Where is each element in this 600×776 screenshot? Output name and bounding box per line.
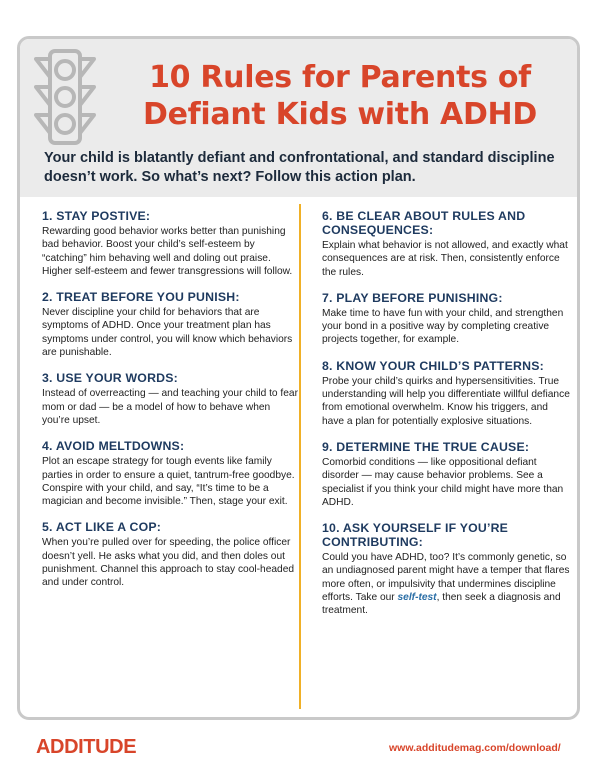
rule-5: [42, 520, 298, 589]
rule-body: [322, 551, 572, 617]
intro-text: Your child is blatantly defiant and confrontational, and standard discipline doesn’t work. So what’s next? Follow this action plan.: [44, 150, 555, 185]
rule-8: [322, 359, 572, 428]
rule-heading: 5. ACT LIKE A COP:: [42, 520, 162, 535]
rule-body-part: , then seek a diagnosis and treatment.: [322, 592, 561, 617]
rule-4: [42, 439, 298, 508]
rule-heading: 4. AVOID MELTDOWNS:: [42, 439, 185, 454]
rule-heading: 7. PLAY BEFORE PUNISHING:: [322, 290, 503, 305]
rule-body: Probe your child’s quirks and hypersensitivities. True understanding will help you differentiate willful defiance from emotional overwhelm. Know his triggers, and have a plan for potentially explosive situations.: [322, 375, 570, 427]
title-line-2: Defiant Kids with ADHD: [143, 97, 537, 132]
rule-6: [322, 209, 572, 279]
rule-body: When you’re pulled over for speeding, the police officer doesn’t yell. He asks what you did, and then doles out punishment. Channel this approach to stay cool-headed and under control.: [42, 537, 295, 589]
rule-heading: 2. TREAT BEFORE YOU PUNISH:: [42, 290, 240, 305]
column-divider: [299, 204, 301, 709]
page-title: [110, 59, 570, 133]
rule-7: [322, 291, 572, 347]
rule-3: [42, 371, 298, 427]
additude-logo: ADDITUDE: [36, 736, 137, 758]
rule-heading: 10. ASK YOURSELF IF YOU’RE CONTRIBUTING:: [322, 521, 509, 550]
rule-body-part: Could you have ADHD, too? It’s commonly genetic, so an undiagnosed parent might have a temper that flares more often, or impulsivity that undermines discipline efforts. Take our: [322, 552, 570, 604]
rule-heading: 9. DETERMINE THE TRUE CAUSE:: [322, 439, 530, 454]
rule-body: Instead of overreacting — and teaching your child to fear mom or dad — be a model of how to behave when you’re upset.: [42, 388, 298, 426]
download-url[interactable]: www.additudemag.com/download/: [389, 742, 561, 754]
left-column: [42, 209, 298, 602]
traffic-light-icon: [30, 45, 100, 149]
title-line-1: 10 Rules for Parents of: [149, 60, 531, 95]
rule-body: Plot an escape strategy for tough events like family parties in order to ensure a quiet, tantrum-free goodbye. Conspire with your child, and say, “It’s time to be a magician and become invisible.” Then, stage your exit.: [42, 456, 295, 508]
rule-9: [322, 440, 572, 509]
rule-body: Never discipline your child for behaviors that are symptoms of ADHD. Once your treatment plan has symptoms under control, you will know which behaviors are punishable.: [42, 307, 293, 359]
rule-1: [42, 209, 298, 278]
right-column: [322, 209, 572, 630]
rules-card: [17, 36, 580, 720]
rule-10: [322, 521, 572, 617]
rule-2: [42, 290, 298, 359]
rule-body: Explain what behavior is not allowed, and exactly what consequences are at risk. Then, consistently enforce the rules.: [322, 240, 568, 278]
rule-body: Make time to have fun with your child, and strengthen your bond in a positive way by completing creative projects together, for example.: [322, 307, 564, 346]
rule-heading: 1. STAY POSTIVE:: [42, 209, 151, 223]
rule-body: Comorbid conditions — like oppositional defiant disorder — may cause behavior problems. See a specialist if you think your child might have more than ADHD.: [322, 456, 564, 508]
rule-body: Rewarding good behavior works better than punishing bad behavior. Boost your child’s self-esteem by “catching” him behaving well and doling out praise. Higher self-esteem and fewer transgressions will follow.: [42, 226, 293, 277]
self-test-link[interactable]: self-test: [397, 592, 437, 604]
rule-heading: 3. USE YOUR WORDS:: [42, 371, 178, 386]
rule-heading: 8. KNOW YOUR CHILD’S PATTERNS:: [322, 358, 544, 373]
header-panel: [20, 39, 577, 197]
rule-heading: 6. BE CLEAR ABOUT RULES AND CONSEQUENCES:: [322, 209, 526, 237]
